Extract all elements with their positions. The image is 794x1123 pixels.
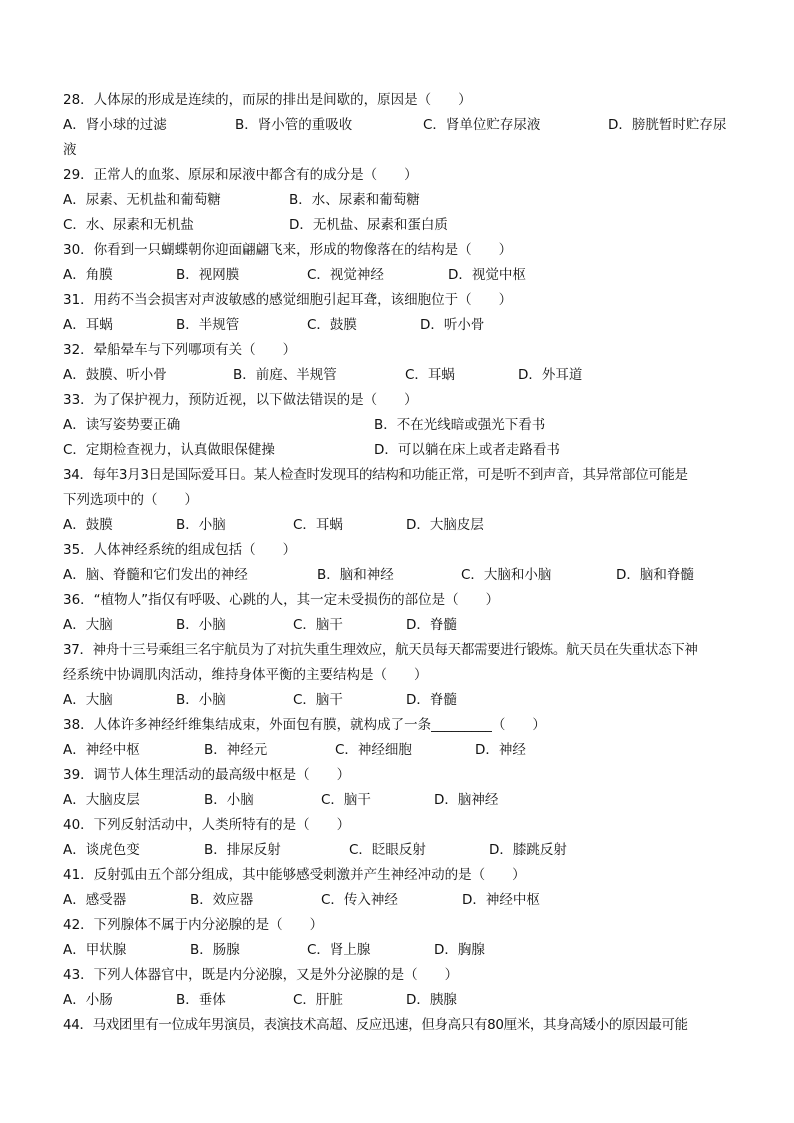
option-d: D．听小骨	[420, 317, 485, 333]
option-c: C．脑干	[293, 617, 343, 633]
option-b: B．前庭、半规管	[233, 367, 337, 383]
question-stem: 43．下列人体器官中，既是内分泌腺，又是外分泌腺的是（ ）	[63, 967, 459, 983]
option-a: A．感受器	[63, 892, 127, 908]
option-row	[63, 438, 733, 463]
option-a: A．脑、脊髓和它们发出的神经	[63, 567, 248, 583]
option-b: B．水、尿素和葡萄糖	[289, 192, 420, 208]
option-c: C．眨眼反射	[349, 842, 426, 858]
option-c: C．耳蜗	[293, 517, 343, 533]
option-a: A．大脑皮层	[63, 792, 140, 808]
option-row	[63, 188, 733, 213]
question-32	[63, 338, 733, 388]
option-b: B．脑和神经	[317, 567, 394, 583]
option-b: B．神经元	[204, 742, 268, 758]
option-b: B．半规管	[176, 317, 240, 333]
question-40	[63, 813, 733, 863]
option-row	[63, 888, 733, 913]
option-b: B．肾小管的重吸收	[235, 117, 353, 133]
option-a: A．角膜	[63, 267, 113, 283]
option-b: B．小脑	[204, 792, 254, 808]
question-33	[63, 388, 733, 463]
option-b: B．小脑	[176, 617, 226, 633]
option-row	[63, 213, 733, 238]
question-30	[63, 238, 733, 288]
option-d: D．神经	[475, 742, 526, 758]
question-42	[63, 913, 733, 963]
option-b: B．不在光线暗或强光下看书	[374, 417, 546, 433]
question-stem: 37．神舟十三号乘组三名宇航员为了对抗失重生理效应，航天员每天都需要进行锻炼。航天员在失重状态下神	[63, 642, 698, 658]
option-d: D．视觉中枢	[448, 267, 526, 283]
option-b: B．小脑	[176, 692, 226, 708]
option-c: C．水、尿素和无机盐	[63, 217, 194, 233]
option-a: A．鼓膜、听小骨	[63, 367, 167, 383]
option-a: A．大脑	[63, 617, 113, 633]
option-c: C．肾单位贮存尿液	[423, 117, 541, 133]
option-row	[63, 788, 733, 813]
question-stem: 34．每年3月3日是国际爱耳日。某人检查时发现耳的结构和功能正常，可是听不到声音，其异常部位可能是	[63, 467, 688, 483]
option-a: A．小肠	[63, 992, 113, 1008]
option-c: C．脑干	[321, 792, 371, 808]
option-a: A．肾小球的过滤	[63, 117, 167, 133]
option-d: D．脑神经	[434, 792, 499, 808]
option-row	[63, 363, 733, 388]
option-a: A．大脑	[63, 692, 113, 708]
question-stem: 44．马戏团里有一位成年男演员，表演技术高超、反应迅速，但身高只有80厘米，其身高矮小的原因最可能	[63, 1017, 688, 1033]
option-d: D．胸腺	[434, 942, 485, 958]
option-row	[63, 688, 733, 713]
option-c: C．传入神经	[321, 892, 398, 908]
question-stem: 39．调节人体生理活动的最高级中枢是（ ）	[63, 767, 351, 783]
option-b: B．排尿反射	[204, 842, 281, 858]
question-44	[63, 1013, 733, 1038]
option-c: C．神经细胞	[335, 742, 412, 758]
question-39	[63, 763, 733, 813]
exam-page	[63, 88, 733, 1038]
option-d: D．外耳道	[518, 367, 583, 383]
question-stem: 29．正常人的血浆、原尿和尿液中都含有的成分是（ ）	[63, 167, 418, 183]
option-row	[63, 413, 733, 438]
option-d: D．脑和脊髓	[616, 567, 694, 583]
question-stem: 30．你看到一只蝴蝶朝你迎面翩翩飞来，形成的物像落在的结构是（ ）	[63, 242, 513, 258]
question-stem: 36．“植物人”指仅有呼吸、心跳的人，其一定未受损伤的部位是（ ）	[63, 592, 500, 608]
question-36	[63, 588, 733, 638]
option-d: D．无机盐、尿素和蛋白质	[289, 217, 448, 233]
option-c: C．脑干	[293, 692, 343, 708]
question-38	[63, 713, 733, 763]
option-c: C．大脑和小脑	[461, 567, 552, 583]
option-c: C．肝脏	[293, 992, 343, 1008]
option-row	[63, 613, 733, 638]
option-d: D．膀胱暂时贮存尿液	[63, 117, 727, 158]
option-a: A．尿素、无机盐和葡萄糖	[63, 192, 221, 208]
question-stem: 28．人体尿的形成是连续的，而尿的排出是间歇的，原因是（ ）	[63, 92, 472, 108]
question-stem: 31．用药不当会损害对声波敏感的感觉细胞引起耳聋，该细胞位于（ ）	[63, 292, 513, 308]
option-row	[63, 313, 733, 338]
option-d: D．可以躺在床上或者走路看书	[374, 442, 560, 458]
question-stem: 42．下列腺体不属于内分泌腺的是（ ）	[63, 917, 324, 933]
option-a: A．谈虎色变	[63, 842, 140, 858]
option-row	[63, 513, 733, 538]
option-row	[63, 988, 733, 1013]
question-41	[63, 863, 733, 913]
question-stem-continued: 下列选项中的（ ）	[63, 492, 198, 508]
question-35	[63, 538, 733, 588]
option-c: C．定期检查视力，认真做眼保健操	[63, 442, 275, 458]
option-a: A．读写姿势要正确	[63, 417, 181, 433]
option-d: D．脊髓	[406, 692, 457, 708]
question-stem-continued: 经系统中协调肌肉活动，维持身体平衡的主要结构是（ ）	[63, 667, 428, 683]
option-row	[63, 938, 733, 963]
option-b: B．肠腺	[190, 942, 240, 958]
question-37	[63, 638, 733, 713]
option-c: C．肾上腺	[307, 942, 371, 958]
question-29	[63, 163, 733, 238]
option-row	[63, 563, 733, 588]
option-a: A．神经中枢	[63, 742, 140, 758]
option-c: C．视觉神经	[307, 267, 384, 283]
option-c: C．鼓膜	[307, 317, 357, 333]
option-a: A．甲状腺	[63, 942, 127, 958]
option-b: B．垂体	[176, 992, 226, 1008]
question-stem: 32．晕船晕车与下列哪项有关（ ）	[63, 342, 297, 358]
question-43	[63, 963, 733, 1013]
question-stem: 40．下列反射活动中，人类所特有的是（ ）	[63, 817, 351, 833]
option-b: B．效应器	[190, 892, 254, 908]
option-row	[63, 113, 733, 163]
option-b: B．视网膜	[176, 267, 240, 283]
question-stem: 41．反射弧由五个部分组成，其中能够感受刺激并产生神经冲动的是（ ）	[63, 867, 526, 883]
option-row	[63, 738, 733, 763]
question-stem: 38．人体许多神经纤维集结成束，外面包有膜，就构成了一条_________（ ）	[63, 717, 546, 733]
option-row	[63, 838, 733, 863]
question-stem: 33．为了保护视力，预防近视，以下做法错误的是（ ）	[63, 392, 418, 408]
question-31	[63, 288, 733, 338]
option-d: D．胰腺	[406, 992, 457, 1008]
option-b: B．小脑	[176, 517, 226, 533]
question-stem: 35．人体神经系统的组成包括（ ）	[63, 542, 297, 558]
option-d: D．脊髓	[406, 617, 457, 633]
question-34	[63, 463, 733, 538]
option-d: D．膝跳反射	[489, 842, 567, 858]
option-d: D．神经中枢	[462, 892, 540, 908]
question-28	[63, 88, 733, 163]
option-c: C．耳蜗	[405, 367, 455, 383]
option-row	[63, 263, 733, 288]
option-a: A．鼓膜	[63, 517, 113, 533]
option-a: A．耳蜗	[63, 317, 113, 333]
option-d: D．大脑皮层	[406, 517, 484, 533]
